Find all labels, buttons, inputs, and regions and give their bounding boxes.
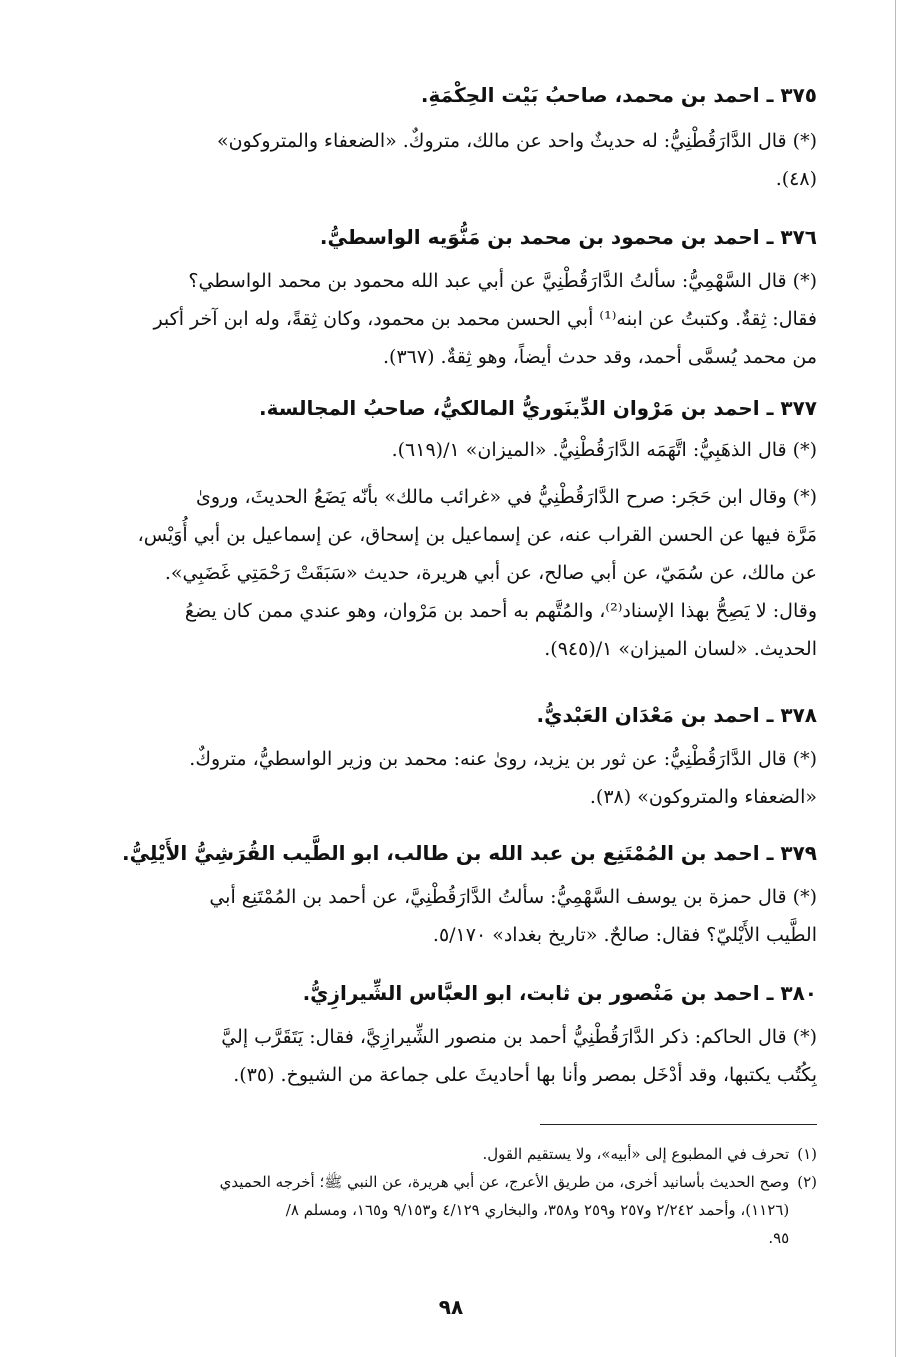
entry-heading: ٣٧٨ ـ احمد بن مَعْدَان العَبْديُّ. — [536, 703, 817, 727]
footnote-line: (١١٢٦)، وأحمد ٢/٢٤٢ و٢٥٧ و٢٥٩ و٣٥٨، والبخاري ٤/١٢٩ و٩/١٥٣ و١٦٥، ومسلم ٨/ — [285, 1201, 790, 1219]
footnote-separator — [540, 1124, 817, 1125]
text-line: (*) قال الحاكم: ذكر الدَّارَقُطْنِيُّ أحمد بن منصور الشِّيرازِيَّ، فقال: يَتَقَرَّب إليَّ — [221, 1026, 817, 1048]
entry-379 — [30, 838, 817, 954]
entry-heading: ٣٧٦ ـ احمد بن محمود بن محمد بن مَنُّوَيه الواسطيُّ. — [319, 225, 817, 249]
entry-text — [30, 262, 817, 376]
text-line: (٤٨). — [775, 168, 817, 190]
text-line: (*) قال حمزة بن يوسف السَّهْمِيُّ: سألتُ الدَّارَقُطْنِيَّ، عن أحمد بن المُمْتَنِع أبي — [209, 886, 817, 908]
text-line: (*) قال السَّهْمِيُّ: سألتُ الدَّارَقُطْنِيَّ عن أبي عبد الله محمود بن محمد الواسطي؟ — [188, 270, 817, 292]
footnote-number: (٢) — [797, 1173, 817, 1191]
entry-377-continued — [30, 478, 817, 668]
text-line: الطَّيب الأَيْليّ؟ فقال: صالحٌ. «تاريخ بغداد» ٥/١٧٠. — [432, 924, 817, 946]
footnote-line: ٩٥. — [768, 1229, 790, 1247]
footnote-number: (١) — [797, 1145, 817, 1163]
text-line: فقال: ثِقةٌ. وكتبتُ عن ابنه⁽¹⁾ أبي الحسن محمد بن محمود، وكان ثِقةً، وله ابن آخر أكبر — [153, 308, 817, 330]
text-line: بِكُتُب يكتبها، وقد أدْخَل بمصر وأنا بها أحاديثَ على جماعة من الشيوخ. (٣٥). — [233, 1064, 817, 1086]
text-line: مَرَّة فيها عن الحسن القراب عنه، عن إسماعيل بن إسحاق، عن إسماعيل بن أبي أُوَيْس، — [137, 524, 817, 546]
text-line: (*) قال الذهَبِيُّ: اتَّهَمَه الدَّارَقُطْنِيُّ. «الميزان» ١/(٦١٩). — [391, 439, 817, 461]
entry-heading: ٣٧٥ ـ احمد بن محمد، صاحبُ بَيْت الحِكْمَةِ. — [420, 83, 817, 107]
entry-376 — [30, 222, 817, 376]
entry-380 — [30, 978, 817, 1094]
text-line: «الضعفاء والمتروكون» (٣٨). — [589, 786, 817, 808]
footnote-line: وصح الحديث بأسانيد أخرى، من طريق الأعرج، عن أبي هريرة، عن النبي ﷺ؛ أخرجه الحميدي — [219, 1173, 790, 1191]
footnote-1 — [30, 1140, 817, 1168]
entry-heading: ٣٧٩ ـ احمد بن المُمْتَنِع بن عبد الله بن طالب، ابو الطَّيب القُرَشِيُّ الأَيْلِيُّ. — [121, 841, 817, 865]
text-line: الحديث. «لسان الميزان» ١/(٩٤٥). — [544, 638, 817, 660]
page-number: ٩٨ — [438, 1295, 464, 1319]
text-line: (*) وقال ابن حَجَر: صرح الدَّارَقُطْنِيُّ في «غرائب مالك» بأنّه يَضَعُ الحديثَ، وروىٰ — [196, 486, 817, 508]
footnotes — [30, 1140, 817, 1252]
entry-378 — [30, 700, 817, 816]
entry-text — [30, 878, 817, 954]
entry-text — [30, 478, 817, 668]
scan-margin-line — [895, 0, 896, 1357]
entry-heading: ٣٧٧ ـ احمد بن مَرْوان الدِّينَوريُّ المالكيُّ، صاحبُ المجالسة. — [258, 396, 817, 420]
text-line: عن مالك، عن سُمَيّ، عن أبي صالح، عن أبي هريرة، حديث «سَبَقَتْ رَحْمَتِي غَضَبِي». — [164, 562, 817, 584]
footnote-text — [220, 1168, 790, 1252]
text-line: (*) قال الدَّارَقُطْنِيُّ: عن ثور بن يزيد، روىٰ عنه: محمد بن وزير الواسطيُّ، متروكٌ. — [189, 748, 817, 770]
text-line: (*) قال الدَّارَقُطْنِيُّ: له حديثٌ واحد عن مالك، متروكٌ. «الضعفاء والمتروكون» — [216, 130, 817, 152]
footnote-text — [482, 1140, 789, 1168]
footnote-2 — [30, 1168, 817, 1252]
entry-375 — [30, 80, 817, 198]
entry-377 — [30, 393, 817, 469]
entry-heading: ٣٨٠ ـ احمد بن مَنْصور بن ثابت، ابو العبَّاس الشِّيرازِيُّ. — [302, 981, 817, 1005]
text-line: وقال: لا يَصِحُّ بهذا الإسناد⁽²⁾، والمُتَّهم به أحمد بن مَرْوان، وهو عندي ممن كان يضعُ — [184, 600, 817, 622]
entry-text — [30, 431, 817, 469]
text-line: من محمد يُسمَّى أحمد، وقد حدث أيضاً، وهو ثِقةٌ. (٣٦٧). — [383, 346, 817, 368]
entry-text — [30, 1018, 817, 1094]
entry-text — [30, 122, 817, 198]
entry-text — [30, 740, 817, 816]
footnote-line: تحرف في المطبوع إلى «أبيه»، ولا يستقيم القول. — [482, 1145, 790, 1163]
